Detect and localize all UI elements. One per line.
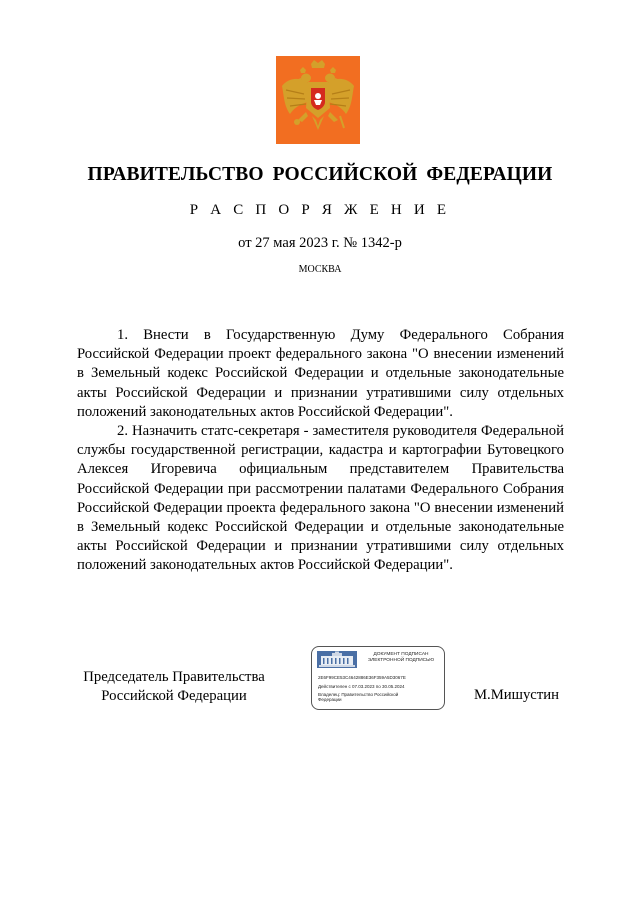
government-title: ПРАВИТЕЛЬСТВО РОССИЙСКОЙ ФЕДЕРАЦИИ bbox=[87, 164, 553, 185]
building-icon bbox=[317, 651, 357, 668]
stamp-validity: Действителен с 07.03.2023 по 30.05.2024 bbox=[318, 684, 405, 689]
document-city: МОСКВА bbox=[298, 264, 342, 275]
stamp-owner-line1: Владелец: Правительство Российской bbox=[318, 692, 399, 697]
paragraph-2: 2. Назначить статс-секретаря - заместителя руководителя Федеральной службы государственной регистрации, кадастра и картографии Бутовецкого Алексея Игоревича официальным представителем Правительства Российской Федерации при рассмотрении палатами Федерального Собрания Российской Федерации проекта федерального закона "О внесении изменений в Земельный кодекс Российской Федерации и отдельные законодательные акты Российской Федерации и признании утратившими силу отдельных положений законодательных актов Российской Федерации". bbox=[77, 423, 564, 574]
signer-position bbox=[74, 668, 274, 706]
document-date-number: от 27 мая 2023 г. № 1342-р bbox=[238, 235, 402, 251]
stamp-owner-line2: Федерации bbox=[318, 697, 342, 702]
signer-name: М.Мишустин bbox=[474, 687, 559, 703]
paragraph-1: 1. Внести в Государственную Думу Федерального Собрания Российской Федерации проект федерального закона "О внесении изменений в Земельный кодекс Российской Федерации и отдельные законодательные акты Российской Федерации и признании утратившими силу отдельных положений законодательных актов Российской Федерации". bbox=[77, 327, 564, 420]
stamp-header-line1: ДОКУМЕНТ ПОДПИСАН bbox=[373, 652, 429, 657]
signer-position-line2: Российской Федерации bbox=[101, 688, 247, 704]
document-type: Р А С П О Р Я Ж Е Н И Е bbox=[189, 202, 451, 218]
stamp-certificate: 2E6F99CE53C4642886E36F359A5D3067E bbox=[318, 675, 406, 680]
coat-of-arms-icon bbox=[276, 56, 360, 144]
stamp-header bbox=[312, 647, 444, 671]
document-body bbox=[77, 326, 564, 576]
signer-position-line1: Председатель Правительства bbox=[83, 669, 265, 685]
stamp-header-line2: ЭЛЕКТРОННОЙ ПОДПИСЬЮ bbox=[367, 658, 435, 663]
electronic-signature-stamp bbox=[311, 646, 445, 710]
